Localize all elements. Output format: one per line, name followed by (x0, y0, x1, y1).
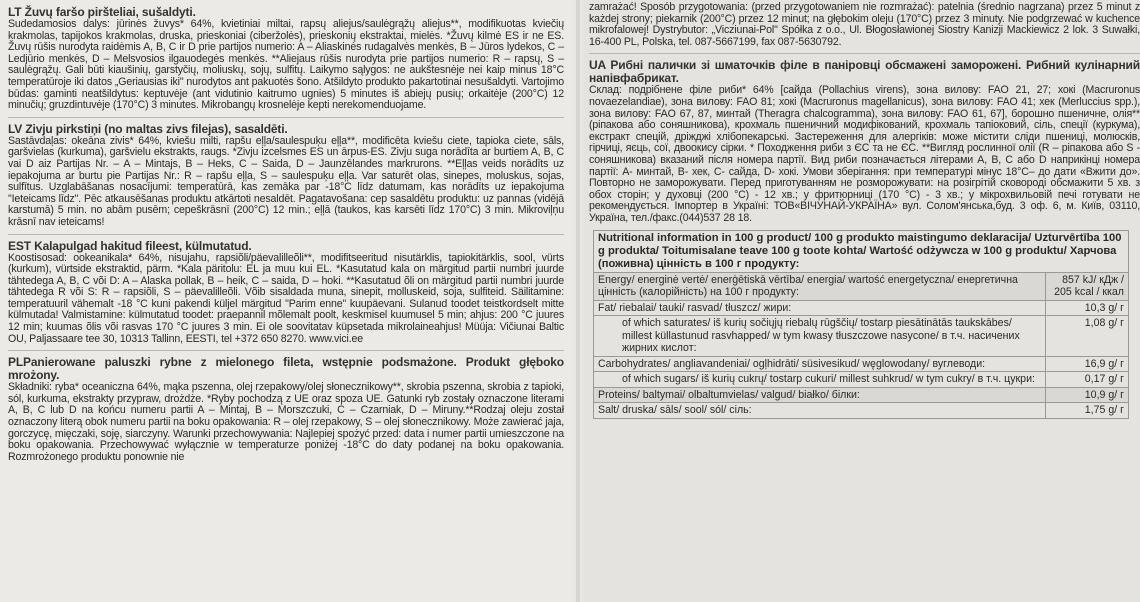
section-title-pl: PLPanierowane paluszki rybne z mielonego fileta, wstępnie podsmażone. Produkt głęboko mrożony. (8, 355, 564, 383)
divider-line (8, 117, 564, 118)
nutrition-row (594, 272, 1129, 300)
right-column (583, 0, 1140, 602)
nutrition-row (594, 300, 1129, 316)
section-est (8, 240, 564, 346)
nutrition-header: Nutritional information in 100 g product/ 100 g produkto maistingumo deklaracija/ Uzturvērtība 100 g produkta/ Toitumisalane teave 100 g toote kohta/ Wartość odżywcza w 100 g produktu/ Харчова (поживна) цінність в 100 г продукту: (594, 230, 1129, 272)
divider-line (8, 350, 564, 351)
nutrition-row (594, 387, 1129, 403)
nutrition-value: 1,75 g/ г (1046, 403, 1129, 419)
nutrition-value: 16,9 g/ г (1046, 356, 1129, 372)
nutrition-label: Proteins/ baltymai/ olbaltumvielas/ valgud/ białko/ білки: (594, 387, 1046, 403)
nutrition-header-row (594, 230, 1129, 272)
section-title-est: EST Kalapulgad hakitud fileest, külmutatud. (8, 238, 252, 253)
nutrition-label: of which sugars/ iš kurių cukrų/ tostarp cukuri/ millest suhkrud/ w tym cukry/ в т.ч. цукри: (594, 372, 1046, 388)
section-body-pl-continued: zamrażać! Sposób przygotowania: (przed przygotowaniem nie rozmrażać): patelnia (średnio nagrzana) przez 5 minut z każdej strony; piekarnik (200°C) przez 12 minut; na głębokim oleju (170°C) przez 3 minuty. Nie podgrzewać w kuchence mikrofalowej! Dystrybutor: „Vicziunai-Pol" Spółka z o.o., Ul. Błogosławionej Siostry Kanizji Mackiewicz 2 lok. 3 Suwałki, 16-400 PL, Polska, tel. 087-5667199, fax 087-5630792. (589, 1, 1140, 48)
nutrition-row (594, 372, 1129, 388)
nutrition-label: Carbohydrates/ angliavandeniai/ ogļhidrāti/ süsivesikud/ węglowodany/ вуглеводи: (594, 356, 1046, 372)
section-pl (8, 356, 564, 463)
section-lv (8, 123, 564, 229)
nutrition-table (593, 230, 1129, 419)
section-title-lt: LT Žuvų faršo piršteliai, sušaldyti. (8, 5, 196, 19)
nutrition-value: 10,9 g/ г (1046, 387, 1129, 403)
section-pl-continued (589, 2, 1140, 48)
nutrition-row (594, 356, 1129, 372)
nutrition-label: Salt/ druska/ sāls/ sool/ sól/ сіль: (594, 403, 1046, 419)
section-body-est: Koostisosad: ookeanikala* 64%, nisujahu, rapsiõli/päevalilleõli**, modifitseeritud nisutärklis, tapiokitärklis, sool, vürts (kurkum), vürtside ekstraktid, pärm. *Kala päritolu: EL ja muu kui EL. *Kasutatud kala on märgitud partii numbri juurde tähtedega A, B, C või D: A – Alaska pollak, B – heik, C – saida, D – hoki. **Kasutatud õli on märgitud partii numbri juurde tähtedega R või S: R – rapsiõli, S – päevalilleõli. Võib sisaldada muna, sinepit, molluskeid, soja, sulfiteid. Säilitamine: temperatuuril vähemalt -18 °C kuni pakendi küljel märgitud "Parim enne" kuupäevani. Sulanud toodet teistkordselt mitte külmutada! Valmistamine: külmutatud toodet: praepannil mõlemalt poolt, keskmisel kuumusel 5 min; ahjus: 200 °C juures 12 min; kuumas õlis või rasvas 170 °C juures 3 min. Ei ole soovitatav küpsetada mikrolaineahjus! Müüja: Vičiunai Baltic OU, Paljassaare tee 30, 10313 Tallinn, EESTI, tel +372 650 8270. www.vici.ee (8, 251, 564, 345)
nutrition-value: 10,3 g/ г (1046, 300, 1129, 316)
divider-line (589, 53, 1140, 54)
column-divider (576, 0, 580, 602)
section-title-ua: UA Рибні палички зі шматочків філе в паніровці обсмажені заморожені. Рибний кулінарний напівфабрикат. (589, 58, 1140, 86)
section-title-lv: LV Zivju pirkstiņi (no maltas zivs filejas), sasaldēti. (8, 121, 288, 136)
nutrition-value: 0,17 g/ г (1046, 372, 1129, 388)
section-lt (8, 6, 564, 112)
section-body-lt: Sudedamosios dalys: jūrinės žuvys* 64%, kvietiniai miltai, rapsų aliejus/saulėgrąžų aliejus**, modifikuotas kviečių krakmolas, tapijokos krakmolas, druska, prieskoniai (ciberžolės), prieskonių ekstraktai, mielės. *Žuvų kilmė ES ir ne ES. Žuvų rūšis nurodyta raidėmis A, B, C ir D prie partijos numerio: A – Aliaskinės rudagalvės menkės, B – Jūros lydekos, C – Ledjūrio menkės, D – Melsvosios ilgauodegės menkės. **Aliejaus rūšis nurodyta prie partijos numerio: R – rapsų, S – saulėgrąžų. Gali būti kiaušinių, garstyčių, moliuskų, sojų, sulfitų. Laikymo sąlygos: ne aukštesnėje nei kaip minus 18°C temperatūroje iki datos „Geriausias iki" nurodytos ant pakuotės šono. Atšildyto produkto pakartotinai nesušaldyti. Vartojimo būdas: gaminti neatšildytus: keptuvėje (ant vidutinio kaitrumo ugnies) 5 minutes iš abiejų pusių; orkaitėje (200°C) 12 minučių; gruzdintuvėje (170°C) 3 minutes. Mikrobangų krosnelėje kepti nerekomenduojame. (8, 18, 564, 112)
section-body-lv: Sastāvdaļas: okeāna zivis* 64%, kviešu milti, rapšu eļļa/saulespuķu eļļa**, modificēta kviešu ciete, tapioka ciete, sāls, garšvielas (kurkuma), garšvielu ekstrakts, raugs. *Zivju izcelsmes ES un ārpus-ES. Zivju suga norādīta ar burtiem A, B, C vai D aiz Partijas Nr. – A – Mintajs, B – Heks, C – Saida, D – Jaunzēlandes markrurons. **Eļļas veids norādīts uz iepakojuma ar burtu pie Partijas Nr.: R – rapšu eļļa, S – saulespuķu eļļa. Var saturēt olas, sinepes, moluskus, sojas, sulfītus. Uzglabāšanas nosacījumi: temperatūrā, kas zemāka par -18°C līdz datumam, kas norādīts uz iepakojuma "Ieteicams līdz". Pēc atkausēšanas produktu atkārtoti nesaldēt. Pagatavošana: cep sasaldētu produktu: uz pannas (vidējā karstumā) 5 min. no abām pusēm; cepeškrāsnī (200°C) 12 min.; eļļā (taukos, kas karsēti līdz 170°C) 3 min. Mikroviļņu krāsnī nav ieteicams! (8, 134, 564, 228)
nutrition-label: of which saturates/ iš kurių sočiųjų riebalų rūgščių/ tostarp piesātinātās taukskābes/ millest küllastunud rasvhapped/ w tym kwasy tłuszczowe nasycone/ в т.ч. насичених жирних кислот: (594, 316, 1046, 357)
divider-line (8, 234, 564, 235)
section-body-ua: Склад: подрібнене філе риби* 64% [сайда (Pollachius virens), зона вилову: FAO 21, 27; хокі (Macruronus novaezelandiae), зона вилову: FAO 81; хокі (Macruronus magellanicus), зона вилову: FAO 41; хек (Merluccius spp.), зона вилову: FAO 67, 87, минтай (Theragra chalcogramma), зона вилову: FAO 61, 67], борошно пшеничне, олія** (ріпакова або соняшникова), крохмаль пшеничний модифікований, крохмаль тапіоковий, сіль, спеції (куркума), екстракт спецій, дріжджі хлібопекарські. Застереження для алергіків: може містити сліди пшениці, молюсків, гірчиці, яєць, сої, двоокису сірки. * Походження риби з ЄС та не ЄС. **Вигляд рослинної олії (R – ріпакова або S - соняшникова) вказаний після номера партії. Вид риби позначається літерами A, B, C або D наприкінці номера партії: A- минтай, B- хек, C- сайда, D- хокі. Умови зберігання: при температурі мінус 18°C– до дати «Вжити до». Повторно не заморожувати. Перед приготуванням не розморожувати: на розігрітій сковороді обсмажити 5 хв. з обох сторін; у духовці (200 °C) - 12 хв.; у фритюрниці (170 °C) - 3 хв.; у мікрохвильовій печі готувати не рекомендується. Імпортер в Україні: ТОВ«ВІЧУНАЙ-УКРАЇНА» вул. Солом'янська,буд. 3 оф. 6, м. Київ, 03110, Україна, тел./факс.(044)537 28 18. (589, 84, 1140, 224)
nutrition-value: 857 kJ/ кДж / 205 kcal / ккал (1046, 272, 1129, 300)
nutrition-value: 1,08 g/ г (1046, 316, 1129, 357)
nutrition-label: Fat/ riebalai/ tauki/ rasvad/ tłuszcz/ жири: (594, 300, 1046, 316)
section-ua (589, 59, 1140, 224)
nutrition-label: Energy/ energinė vertė/ enerģētiskā vērtība/ energia/ wartość energetyczna/ енергетична цінність (калорійність) на 100 г продукту: (594, 272, 1046, 300)
nutrition-row (594, 316, 1129, 357)
section-body-pl: Składniki: ryba* oceaniczna 64%, mąka pszenna, olej rzepakowy/olej słonecznikowy**, skrobia pszenna, skrobia z tapioki, sól, kurkuma, ekstrakty przypraw, drożdże. *Ryby pochodzą z UE oraz spoza UE. Gatunki ryb zostały oznaczone literami A, B, C lub D na końcu numeru partii A – Mintaj, B – Morszczuki, C – Czarniak, D – Miruny.**Rodzaj oleju został oznaczony literą obok numeru partii na boku opakowania: R – olej rzepakowy, S – olej słonecznikowy. Może zawierać jaja, gorczycę, mięczaki, soję, siarczyny. Warunki przechowywania: Najlepiej spożyć przed: data i numer partii umieszczone na boku opakowania. Przechowywać wyłącznie w temperaturze poniżej -18°C do daty podanej na boku opakowania. Rozmrożonego produktu ponownie nie (8, 381, 564, 463)
nutrition-row (594, 403, 1129, 419)
